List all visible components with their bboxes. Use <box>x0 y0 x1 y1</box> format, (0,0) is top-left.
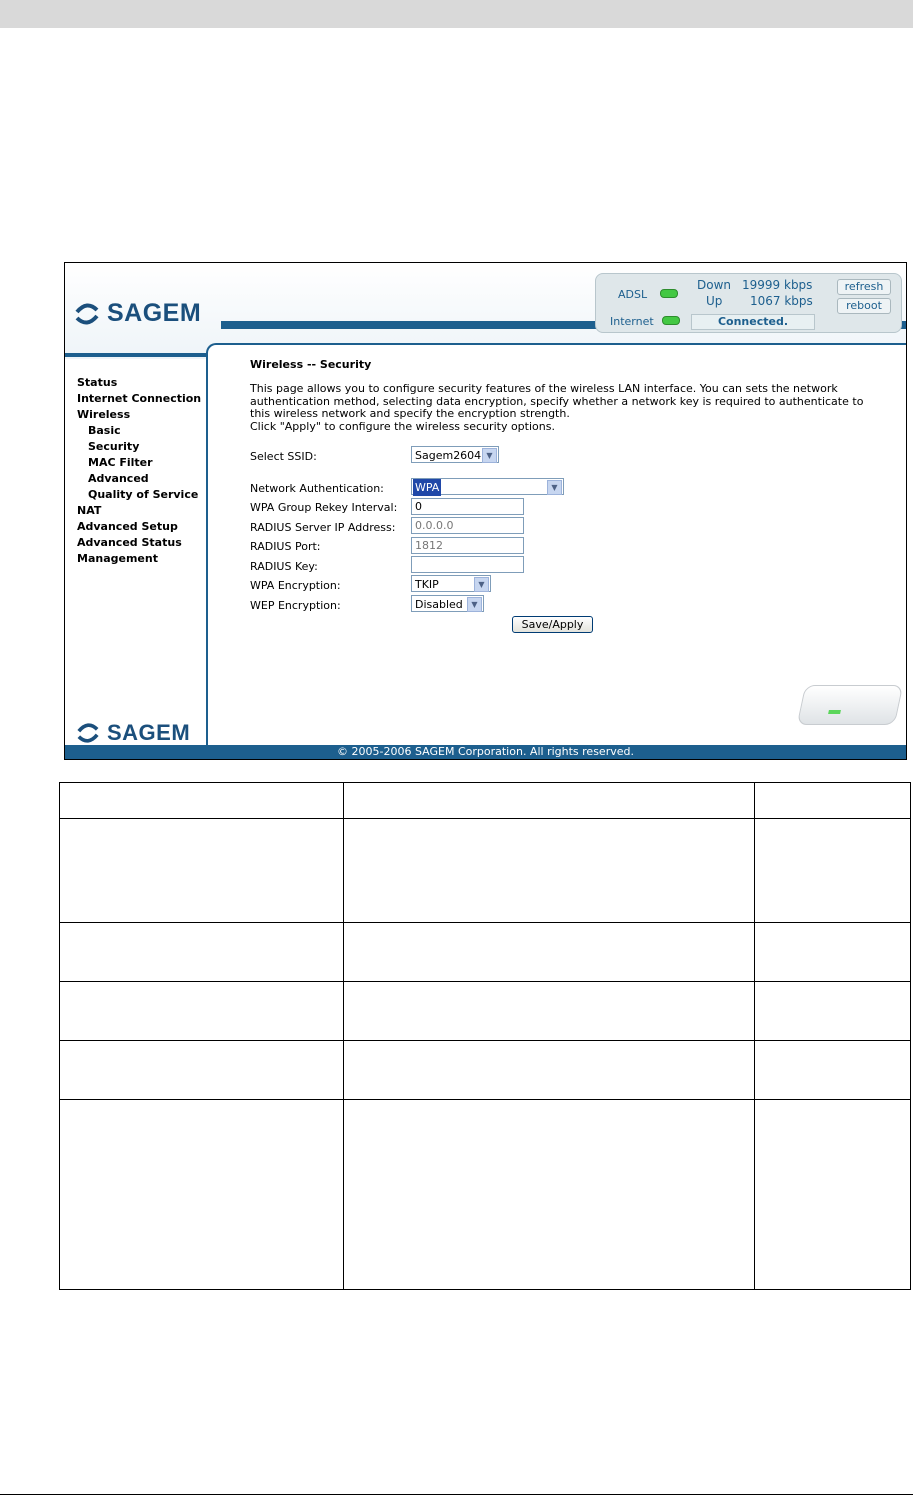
wep-encryption-label: WEP Encryption: <box>250 599 341 612</box>
wep-encryption-select[interactable] <box>411 595 484 612</box>
table-cell <box>60 923 344 982</box>
table-row <box>60 923 911 982</box>
reboot-button[interactable]: reboot <box>837 298 891 314</box>
connection-status-panel <box>595 273 902 333</box>
radius-port-label: RADIUS Port: <box>250 540 321 553</box>
table-row <box>60 783 911 819</box>
table-cell <box>755 1041 911 1100</box>
up-label: Up <box>706 294 723 308</box>
wpa-encryption-value: TKIP <box>415 578 439 591</box>
sidebar-item-status[interactable]: Status <box>77 376 118 389</box>
table-cell <box>755 923 911 982</box>
logo-text: SAGEM <box>107 299 202 327</box>
table-cell <box>344 819 755 923</box>
sagem-logo <box>73 299 201 328</box>
wep-encryption-value: Disabled <box>415 598 463 611</box>
instruction-text: Click "Apply" to configure the wireless security options. <box>250 419 555 433</box>
description-text: This page allows you to configure security features of the wireless LAN interface. You can sets the network authentication method, selecting data encryption, specify whether a network key is required to authenticate to this wireless network and specify the encryption strength. <box>250 382 864 420</box>
sidebar-item-nat[interactable]: NAT <box>77 504 102 517</box>
down-label: Down <box>697 278 732 292</box>
down-rate: 19999 kbps <box>742 278 813 292</box>
table-row <box>60 819 911 923</box>
radius-key-input[interactable] <box>411 556 524 573</box>
sidebar-item-internet-connection[interactable]: Internet Connection <box>77 392 202 405</box>
table-cell <box>755 819 911 923</box>
ssid-select[interactable] <box>411 446 499 463</box>
rekey-input[interactable]: 0 <box>411 498 524 515</box>
router-led-icon <box>828 710 841 714</box>
sagem-swirl-icon <box>75 722 101 744</box>
internet-led-icon <box>662 316 680 325</box>
chevron-down-icon: ▼ <box>482 448 497 463</box>
refresh-button[interactable]: refresh <box>837 279 891 295</box>
auth-label: Network Authentication: <box>250 482 384 495</box>
table-cell <box>755 982 911 1041</box>
network-auth-select[interactable] <box>411 478 564 495</box>
chevron-down-icon: ▼ <box>467 597 482 612</box>
table-row <box>60 1100 911 1290</box>
up-rate: 1067 kbps <box>750 294 813 308</box>
table-cell <box>344 923 755 982</box>
page-description <box>250 383 870 433</box>
radius-ip-label: RADIUS Server IP Address: <box>250 521 396 534</box>
table-row <box>60 1041 911 1100</box>
adsl-label: ADSL <box>618 288 648 301</box>
auth-value: WPA <box>415 481 440 494</box>
sidebar-item-mac-filter[interactable]: MAC Filter <box>88 456 153 469</box>
sidebar-item-advanced-status[interactable]: Advanced Status <box>77 536 182 549</box>
page-title: Wireless -- Security <box>250 358 372 371</box>
document-table <box>59 782 911 1290</box>
table-cell <box>344 1041 755 1100</box>
chevron-down-icon: ▼ <box>474 577 489 592</box>
router-admin-screenshot <box>64 262 907 760</box>
logo-text: SAGEM <box>107 720 191 745</box>
sidebar-item-advanced-setup[interactable]: Advanced Setup <box>77 520 178 533</box>
document-header-bar <box>0 0 913 28</box>
table-cell <box>344 1100 755 1290</box>
sidebar-item-quality-of-service[interactable]: Quality of Service <box>88 488 199 501</box>
table-cell <box>60 783 344 819</box>
table-cell <box>755 1100 911 1290</box>
adsl-led-icon <box>660 289 678 298</box>
sagem-swirl-icon <box>73 302 101 326</box>
wpa-encryption-select[interactable] <box>411 575 491 592</box>
rekey-label: WPA Group Rekey Interval: <box>250 501 398 514</box>
copyright-footer: © 2005-2006 SAGEM Corporation. All rights reserved. <box>65 745 906 759</box>
ssid-value: Sagem2604 <box>415 449 482 462</box>
table-cell <box>60 819 344 923</box>
ssid-label: Select SSID: <box>250 450 317 463</box>
table-cell <box>60 1100 344 1290</box>
sidebar-item-management[interactable]: Management <box>77 552 158 565</box>
table-cell <box>755 783 911 819</box>
wpa-encryption-label: WPA Encryption: <box>250 579 341 592</box>
table-cell <box>60 982 344 1041</box>
radius-ip-input[interactable]: 0.0.0.0 <box>411 517 524 534</box>
router-image <box>797 685 904 725</box>
sidebar-item-wireless[interactable]: Wireless <box>77 408 131 421</box>
internet-label: Internet <box>610 315 654 328</box>
table-row <box>60 982 911 1041</box>
radius-port-input[interactable]: 1812 <box>411 537 524 554</box>
sidebar-top-rule <box>65 353 207 357</box>
sidebar-item-basic[interactable]: Basic <box>88 424 121 437</box>
table-cell <box>344 783 755 819</box>
radius-key-label: RADIUS Key: <box>250 560 318 573</box>
sidebar-item-advanced[interactable]: Advanced <box>88 472 149 485</box>
connection-status: Connected. <box>691 314 815 330</box>
chevron-down-icon: ▼ <box>547 480 562 495</box>
table-cell <box>344 982 755 1041</box>
save-apply-button[interactable]: Save/Apply <box>512 616 593 633</box>
page-bottom-rule <box>0 1494 913 1495</box>
sidebar-item-security[interactable]: Security <box>88 440 140 453</box>
table-cell <box>60 1041 344 1100</box>
sidebar-nav <box>77 375 201 567</box>
sagem-logo-bottom <box>75 720 190 746</box>
